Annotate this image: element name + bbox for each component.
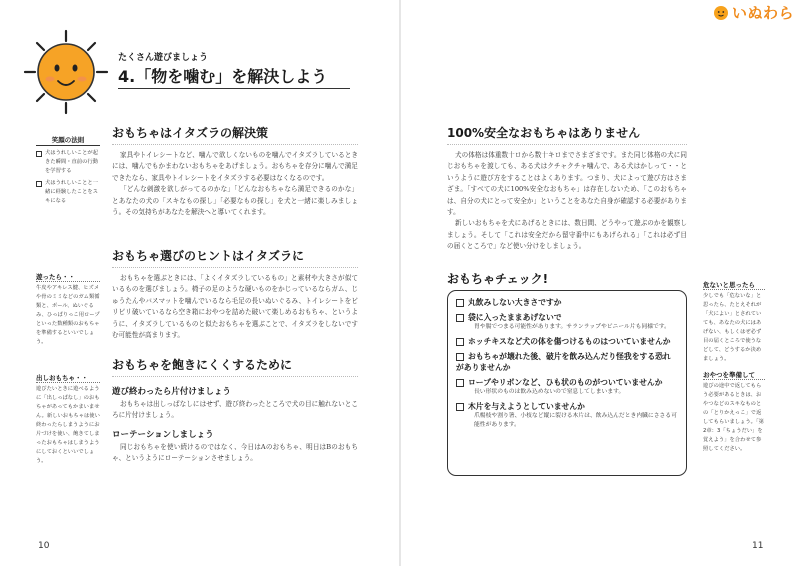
checklist-item-title: ホッチキスなど犬の体を傷つけるものはついていませんか: [468, 337, 671, 346]
section-rule: [447, 144, 687, 145]
section-heading: おもちゃはイタズラの解決策: [112, 126, 269, 140]
rules-item-text: 犬はうれしいことと一緒に経験したことをスキになる: [45, 180, 98, 204]
brand-name: いぬわら: [731, 4, 794, 22]
subsection-heading: 遊び終わったら片付けましょう: [112, 387, 231, 397]
side-note-text: 遊びの途中で返してもらう必要があるときは、おやつなどのスキなものとの「とりかえっこ」で返してもらいましょう。「第2章：3「ちょうだい」を覚えよう」を合わせて参照してください。: [703, 383, 764, 452]
brand-logo: [712, 2, 794, 23]
page-number-left: 10: [38, 541, 50, 551]
section-heading: おもちゃを飽きにくくするために: [112, 358, 293, 372]
section-rule: [112, 376, 358, 377]
rules-item: [36, 149, 100, 176]
subsection-heading: ローテーションしましょう: [112, 429, 214, 440]
chapter-title: 4.「物を噛む」を解決しよう: [118, 67, 328, 86]
sun-logo-icon: [712, 4, 730, 22]
page-number-right: 11: [752, 541, 764, 551]
rules-item: [36, 179, 100, 206]
checklist-item-title: ロープやリボンなど、ひも状のものがついていませんか: [468, 378, 663, 387]
sun-mascot-icon: [22, 28, 110, 116]
paragraph: おもちゃを選ぶときには、「よくイタズラしているもの」と素材や大きさが似ているものを選びましょう。椅子の足のような硬いものをかじっているならガム、じゅうたんやバスマットを噛んでいるなら毛足の長いぬいぐるみ、トイレシートをビリビリ破いているなら空き箱におやつを詰めた破いて楽しめるおもちゃ、というように、イタズラしているものと似たおもちゃを選ぶことで、イタズラをしないですむ可能性が高まります。: [112, 274, 358, 340]
paragraph: 家具やトイレシートなど、噛んで欲しくないものを噛んでイタズラしているときには、噛んでもかまわないおもちゃをあげましょう。おもちゃを存分に噛んで満足できたなら、家具やトイレシートをイタズラする必要はなくなるのです。: [112, 151, 358, 182]
section-prevent-boredom: [112, 356, 358, 465]
rules-box: [36, 135, 100, 206]
section-choosing-hint: [112, 247, 358, 341]
side-note-text: 少しでも「危ないな」と思ったら、たとえそれが「犬によい」とされていても、あなたの犬にはあげない、もしくはぜ必ず目の届くところで使うなどして、どうするか決めましょう。: [703, 293, 762, 362]
rules-item-text: 犬はうれしいことが起きた瞬間・直前の行動を学習する: [45, 150, 98, 174]
side-note-heading: 危ないと思ったら: [703, 280, 765, 290]
side-note-text: 牛皮やアキレス腱、ヒズメや骨のミミなどのガム類循類と、ボール、ぬいぐるみ、ひっぱりっこ用ロープといった数種類のおもちゃを準備するといいでしょう。: [36, 285, 100, 345]
checkbox-icon: [456, 299, 464, 307]
checklist-item: [456, 351, 678, 373]
checklist-item-title: 袋に入ったままあげないで: [468, 313, 562, 322]
side-note-out-toys: [36, 373, 100, 466]
checklist-item-note: 長い形状のものは飲み込めないので窒息してしまいます。: [474, 389, 625, 395]
checklist-item-note: 爪楊枝や割り箸、小枝など縦に裂ける木片は、飲み込んだとき内臓にささる可能性があります。: [474, 413, 677, 428]
paragraph: 犬の体格は体重数十ロから数十キロまでさまざまです。また同じ体格の犬に同じおもちゃを渡しても、ある犬はクチャクチャ噛んで、ある犬はかしって・・というように遊び方をすることはよくあります。つまり、犬によって遊び方はさまざま。「すべての犬に100%安全なおもちゃ」は存在しないため、「このおもちゃは、自分の犬にとって安全か」ということをあなた自身が確認する必要があります。: [447, 151, 687, 217]
paragraph: 新しいおもちゃを犬にあげるときには、数日間、どうやって遊ぶのかを観察しましょう。そして「これは安全だから留守番中にもあげられる」「これは必ず目の届くところで」など使い分けをしましょう。: [447, 219, 687, 251]
side-note-heading: おやつを準備して: [703, 370, 765, 380]
paragraph: 同じおもちゃを使い続けるのではなく、今日はAのおもちゃ、明日はBのおもちゃ、というようにローテーションさせましょう。: [112, 442, 358, 463]
checklist-item: [456, 297, 678, 308]
section-no-safe-toy: [447, 124, 687, 253]
chapter-subtitle: たくさん遊びましょう: [118, 53, 209, 63]
rules-heading: 笑顔の法則: [36, 135, 100, 146]
section-rule: [112, 267, 358, 268]
checklist-item: [456, 336, 678, 347]
checkbox-icon: [456, 338, 464, 346]
checklist-heading: おもちゃチェック!: [447, 272, 549, 286]
side-note-text: 遊びたいときに遊べるように「出しっぱなし」のおもちゃがあってもかまいません。新しいおもちゃは使い終わったらしまうようにお片づけを使い、飽きてしまったおもちゃはしまうようにしておくといいでしょう。: [36, 386, 100, 464]
checkbox-icon: [456, 314, 464, 322]
rule-bullet-icon: [36, 181, 42, 187]
side-note-heading: 出しおもちゃ・・: [36, 373, 100, 383]
checkbox-icon: [456, 379, 464, 387]
side-note-danger: [703, 280, 765, 364]
side-note-toys: [36, 272, 100, 347]
title-underline: [118, 88, 350, 89]
checklist-item: [456, 377, 678, 397]
checklist-item-title: 木片を与えようとしていませんか: [468, 402, 585, 411]
paragraph: おもちゃは出しっぱなしにはせず、遊び終わったところで犬の目に触れないところに片付けましょう。: [112, 400, 358, 420]
checkbox-icon: [456, 403, 464, 411]
section-heading: 100%安全なおもちゃはありません: [447, 126, 641, 140]
section-rule: [112, 144, 358, 145]
section-toys-solution: [112, 124, 358, 218]
checkbox-icon: [456, 353, 464, 361]
side-note-treats: [703, 370, 765, 454]
checklist-item-title: 丸飲みしない大きさですか: [468, 298, 562, 307]
checklist-item-note: 胃や腸でつまる可能性があります。サランラップやビニール片も同様です。: [474, 324, 670, 330]
checklist-item-title: おもちゃが壊れた後、破片を飲み込んだり怪我をする恐れがありませんか: [456, 352, 671, 372]
paragraph: 「どんな刺激を欲しがってるのかな」「どんなおもちゃなら満足できるのかな」とあなたの犬の「スキなもの探し」「必要なもの探し」を犬と一緒に楽しみましょう。その気持ちがあなたを解決へと導いてくれます。: [112, 185, 358, 217]
checklist-box: [447, 290, 687, 476]
rule-bullet-icon: [36, 151, 42, 157]
checklist-item: [456, 312, 678, 332]
checklist-item: [456, 401, 678, 430]
spread-divider: [399, 0, 401, 566]
section-heading: おもちゃ選びのヒントはイタズラに: [112, 249, 305, 263]
side-note-heading: 遊ったら・・: [36, 272, 100, 282]
